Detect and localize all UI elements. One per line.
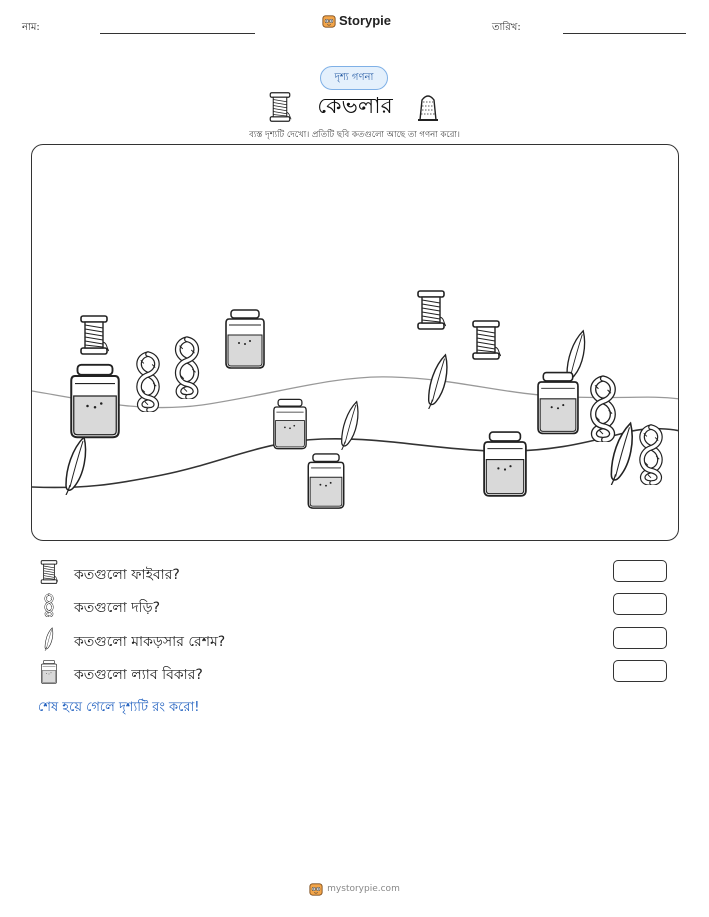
- thimble-icon: [416, 92, 440, 122]
- silk-leaf-icon: [429, 355, 447, 409]
- lab-jar-icon: [308, 454, 343, 508]
- lab-jar-icon: [71, 365, 119, 438]
- storypie-logo-icon: [322, 14, 336, 28]
- thread-spool-icon: [38, 560, 60, 584]
- page-title: কেভলার: [317, 94, 393, 119]
- storypie-brand: [322, 13, 391, 28]
- thread-spool-icon: [418, 291, 449, 329]
- activity-badge: দৃশ্য গণনা: [320, 66, 388, 90]
- question-row-fibers: [38, 560, 678, 586]
- date-write-line[interactable]: [563, 33, 686, 34]
- scene-hill-front: [32, 429, 679, 488]
- silk-leaf-icon: [38, 627, 60, 651]
- name-write-line[interactable]: [100, 33, 255, 34]
- rope-knot-icon: [642, 427, 660, 483]
- silk-leaf-icon: [342, 402, 358, 450]
- instruction-text: ব্যস্ত দৃশ্যটি দেখো। প্রতিটি ছবি কতগুলো আছে তা গণনা করো।: [249, 130, 460, 140]
- thread-spool-icon: [268, 92, 292, 122]
- answer-box-fibers[interactable]: [613, 560, 667, 582]
- question-row-spider-silk: [38, 627, 678, 653]
- answer-box-spider-silk[interactable]: [613, 627, 667, 649]
- lab-jar-icon: [38, 660, 60, 684]
- name-label: নাম:: [22, 22, 40, 33]
- thread-spool-icon: [81, 316, 112, 354]
- lab-jar-icon: [226, 310, 264, 368]
- footer-site: [0, 882, 709, 896]
- question-text: কতগুলো দড়ি?: [74, 600, 161, 616]
- color-scene-note: শেষ হয়ে গেলে দৃশ্যটি রং করো!: [38, 700, 200, 715]
- counting-scene: [31, 144, 679, 541]
- question-text: কতগুলো ফাইবার?: [74, 567, 180, 583]
- rope-knot-icon: [38, 593, 60, 617]
- answer-box-beakers[interactable]: [613, 660, 667, 682]
- question-row-ropes: [38, 593, 678, 619]
- storypie-logo-icon: [309, 882, 323, 896]
- thread-spool-icon: [473, 321, 504, 359]
- lab-jar-icon: [484, 432, 526, 496]
- rope-knot-icon: [593, 379, 613, 440]
- answer-box-ropes[interactable]: [613, 593, 667, 615]
- rope-knot-icon: [139, 354, 157, 410]
- question-text: কতগুলো মাকড়সার রেশম?: [74, 634, 226, 650]
- rope-knot-icon: [178, 339, 196, 397]
- lab-jar-icon: [274, 399, 306, 448]
- footer-url: mystorypie.com: [327, 884, 400, 894]
- lab-jar-icon: [538, 373, 578, 434]
- question-row-beakers: [38, 660, 678, 686]
- brand-name: Storypie: [339, 13, 392, 28]
- question-text: কতগুলো ল্যাব বিকার?: [74, 667, 203, 683]
- date-label: তারিখ:: [492, 22, 521, 33]
